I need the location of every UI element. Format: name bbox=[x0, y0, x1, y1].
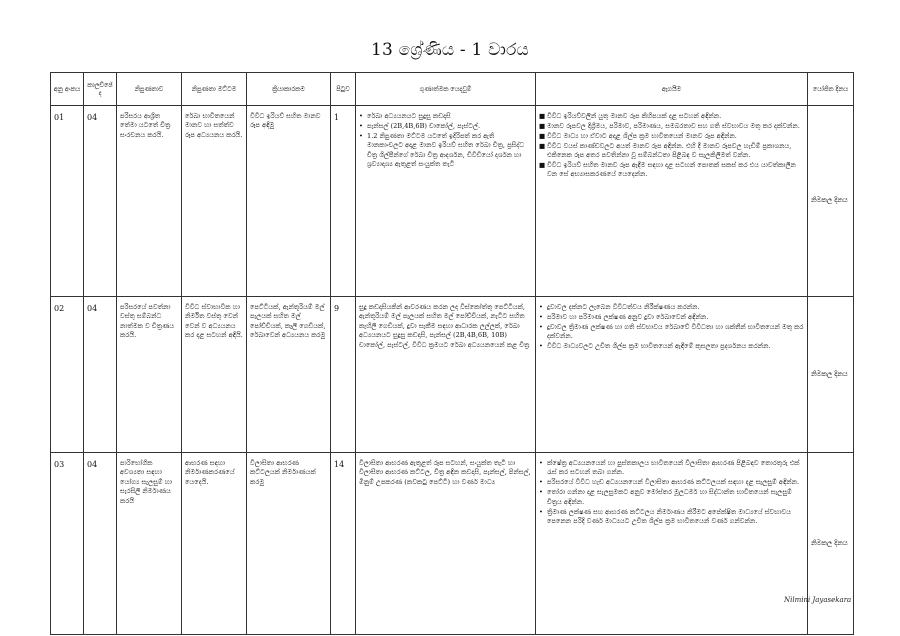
row-page: 14 bbox=[331, 453, 356, 635]
row-activity: විලාසිතා ආභරණ කට්ටලයක් නිර්මාණයක් කරමු bbox=[247, 453, 331, 635]
evaluation-item: • පරිමාව හා පරිමාණ ලක්ෂණ අනුව දුවා රේඛාවෙන් අඳින්න. bbox=[547, 313, 804, 322]
evaluation-item: • ත්‍රිමාණ ලක්ෂණ සහ ආභරණ කට්ටලය නිර්මාණය කිරීමට අපේක්ෂිත මාධ්‍යයේ ස්වභාවය පෙනෙන පරිදි වර්ණ මාධ්‍යයට උචිත ශිල්ප ක්‍රම භාවිතයෙන් වර්ණ ගන්වන්න. bbox=[547, 508, 804, 527]
table-row bbox=[51, 297, 854, 453]
evaluation-item: ■ මානව රූපවල දිග්‍රීමය, පරිමාව, පරිමාණය, සමබරතාව සහ ගති ස්වභාවය මතු කර දක්වන්න. bbox=[547, 122, 804, 131]
input-item: • පැන්සල් (2B,4B,6B) චාකෝල්, පැස්ටල්. bbox=[367, 122, 532, 131]
row-page: 1 bbox=[331, 106, 356, 297]
header-page: පිටුව bbox=[331, 73, 356, 106]
row-suggested-date: නිමකල දිනය bbox=[808, 453, 854, 635]
row-number: 03 bbox=[51, 453, 84, 635]
table-row bbox=[51, 453, 854, 635]
row-page: 9 bbox=[331, 297, 356, 453]
evaluation-item: ■ විවිධ ඉරියව් සහිත මානව රූප ඇඳීම සඳහා දළ සටහන් පොතක් සකස් කර එය යාවත්කාලීන වන සේ අභ්‍යාසකරණයේ යෙදෙන්න. bbox=[547, 161, 804, 180]
table-row bbox=[51, 106, 854, 297]
evaluation-item: ■ විවිධ මාධ්‍ය හා ඒවාට අදාළ ශිල්ප ක්‍රම භාවිතයෙන් මානව රූප අඳින්න. bbox=[547, 132, 804, 141]
row-number: 02 bbox=[51, 297, 84, 453]
evaluation-item: • විවිධ මාධ්‍යවලට උචිත ශිල්ප ක්‍රම භාවිතයෙන් ඇඳීමේ කුසලතා ප්‍රදර්ශනය කරන්න. bbox=[547, 342, 804, 351]
evaluation-item: ■ විවිධ වයස් කාණ්ඩවලට අයත් මානව රූප අඳින්න. එහි දී මානව රූපවල හැඩිම් ප්‍රකාශනය, එකිනෙක රූප අතර පවතින්නා වූ සම්බන්ධතා පිළිබඳ ව සැලකිලිමත් වන්න. bbox=[547, 142, 804, 161]
row-evaluation bbox=[536, 453, 808, 635]
input-item: • 1.2 නිපුණතා මට්ටම යටතේ ඉදිරිපත් කර ඇති මානකාංචලට අදාළ මානව ඉරියව් සහිත රේඛා චිත්‍ර, ප්‍රසිද්ධ චිත්‍ර ශිල්පීන්ගේ රේඛා චිත්‍ර ආදර්ශන, ඩිවිඩියෝ දර්ශන හා ශ්‍රව්‍යාදෘශ්‍ය ඇතුළත් සංයුක්ත තැටි bbox=[367, 132, 532, 170]
row-competency-level: රේඛා භාවිතයෙන් මානව හා සත්ත්ව රූප අධ්‍යයනය කරයි. bbox=[182, 106, 247, 297]
row-activity: පෙට්ටියක්, ඇන්තූරියම් මල් පැලයක් සහිත මල් පෝච්චියක්, කෑලි ගෙඩියක්, රේඛාවෙන් අධ්‍යයනය කරමු bbox=[247, 297, 331, 453]
row-quality-inputs: විලාසිතා ආභරණ ඇතුළත් රූප සටහන්, සංයුක්ත තැටි හා විලාසිතා ආභරණ කට්ටල, චිත්‍ර අඳින කඩදාසි, පැන්සල්, පින්සල්, මිනුම් උපකරණ (කවකටු පෙට්ටි) හා වර්ණ මාධ්‍ය bbox=[356, 453, 536, 635]
row-suggested-date: නිමකල දිනය bbox=[808, 297, 854, 453]
row-evaluation bbox=[536, 106, 808, 297]
row-competency: පාරිභෝගික අවශ්‍යතා සඳහා යෝග්‍ය සැලසුම් හා සැරසිලි නිර්මාණය කරයි bbox=[117, 453, 182, 635]
row-periods: 04 bbox=[84, 106, 117, 297]
row-quality-inputs bbox=[356, 106, 536, 297]
row-evaluation bbox=[536, 297, 808, 453]
lesson-plan-table bbox=[50, 72, 854, 635]
author-signature: Nilmini Jayasekara bbox=[784, 596, 852, 604]
row-periods: 04 bbox=[84, 297, 117, 453]
header-evaluation: ඇගයීම bbox=[536, 73, 808, 106]
row-periods: 04 bbox=[84, 453, 117, 635]
header-competency: නිපුණතාව bbox=[117, 73, 182, 106]
header-row bbox=[51, 73, 854, 106]
header-activity: ක්‍රියාකාරකම bbox=[247, 73, 331, 106]
row-competency-level: ආභරණ සඳහා නිර්මාණකරණයේ යෙදෙයි. bbox=[182, 453, 247, 635]
row-competency: පරිසරය ආශ්‍රිත තේමා යටතේ චිත්‍ර සංරචනය කරයි. bbox=[117, 106, 182, 297]
evaluation-item: • දුවාවල ත්‍රිමාණ ලක්ෂණ හා ගති ස්වභාවය රේඛාවේ විවිධතා හා ශක්තීන් භාවිතයෙන් මතු කර දක්වන්න. bbox=[547, 323, 804, 342]
row-quality-inputs: සුදු කඩදාසියකින් ආවරණය කරන ලද විස්කෝත්තු පෙට්ටියක්, ඇන්තූරියම් මල් පැලයක් සහිත මල් පෝච්චියක්, නැටිට සහිත කැහිලි ගෙඩියක්, දුවා සැකීම සඳහා ආධාරක ලල්ලක්, රේඛා අධ්‍යයනයට සුදුසු කඩදාසි, පැන්සල් (2B,4B,6B, 10B) චාකෝල්, පැස්ටල්, විවිධ ක්‍රමයට රේඛා අධ්‍යයනයෙන් කළ චිත්‍ර bbox=[356, 297, 536, 453]
header-periods: කාලච්ඡේද bbox=[84, 73, 117, 106]
evaluation-item: • තෝරා ගන්නා දළ සැලසුමකට අනුව මෝස්තර මූලධර්ම හා සිද්ධාන්ත භාවිතයෙන් සැලසුම් චිත්‍රය අඳින්න. bbox=[547, 488, 804, 507]
row-suggested-date: නිමකල දිනය bbox=[808, 106, 854, 297]
row-number: 01 bbox=[51, 106, 84, 297]
header-number: අනු අංකය bbox=[51, 73, 84, 106]
header-suggested-date: යෝජිත දිනය bbox=[808, 73, 854, 106]
row-competency: පරිසරයේ පවත්නා වස්තු සම්බන්ධ නාත්මක ව චිත්‍රණය කරයි. bbox=[117, 297, 182, 453]
header-competency-level: නිපුණතා මට්ටම bbox=[182, 73, 247, 106]
row-activity: විවිධ ඉරියව් සහිත මානව රූප අඳිමු bbox=[247, 106, 331, 297]
header-quality-inputs: ගුණාත්මක යෙදවුම් bbox=[356, 73, 536, 106]
input-item: • රේඛා අධ්‍යයනයට සුදුසු කඩදාසි bbox=[367, 112, 532, 121]
evaluation-item: • ක්ෂේත්‍ර අධ්‍යයනයෙන් හා පුස්තකාලය භාවිතයෙන් විලාසිතා ආභරණ පිළිබඳව තොරතුරු එක් රැස් කර සටහන් තබා ගන්න. bbox=[547, 459, 804, 478]
evaluation-item: • දුවාවල දක්නට ලැබෙන විවිධත්වය නිරීක්ෂණය කරන්න. bbox=[547, 303, 804, 312]
evaluation-item: ■ විවිධ ඉරියව්වලින් යුතු මානව රූප කිහිපයක් දළ සටහන් අඳින්න. bbox=[547, 112, 804, 121]
evaluation-item: • පරිසරයේ විවිධ හැඩ අධ්‍යයනයෙන් විලාසිතා ආභරණ කට්ටලයක් සඳහා දළ සැලසුම් අඳින්න. bbox=[547, 478, 804, 487]
row-competency-level: විවිධ ස්වාභාවික හා නිර්මිත වස්තු වෙන් වෙන් ව අධ්‍යයනය කර දළ සටහන් අඳියි. bbox=[182, 297, 247, 453]
page-title: 13 ශ්‍රේණිය - 1 වාරය bbox=[371, 40, 529, 60]
